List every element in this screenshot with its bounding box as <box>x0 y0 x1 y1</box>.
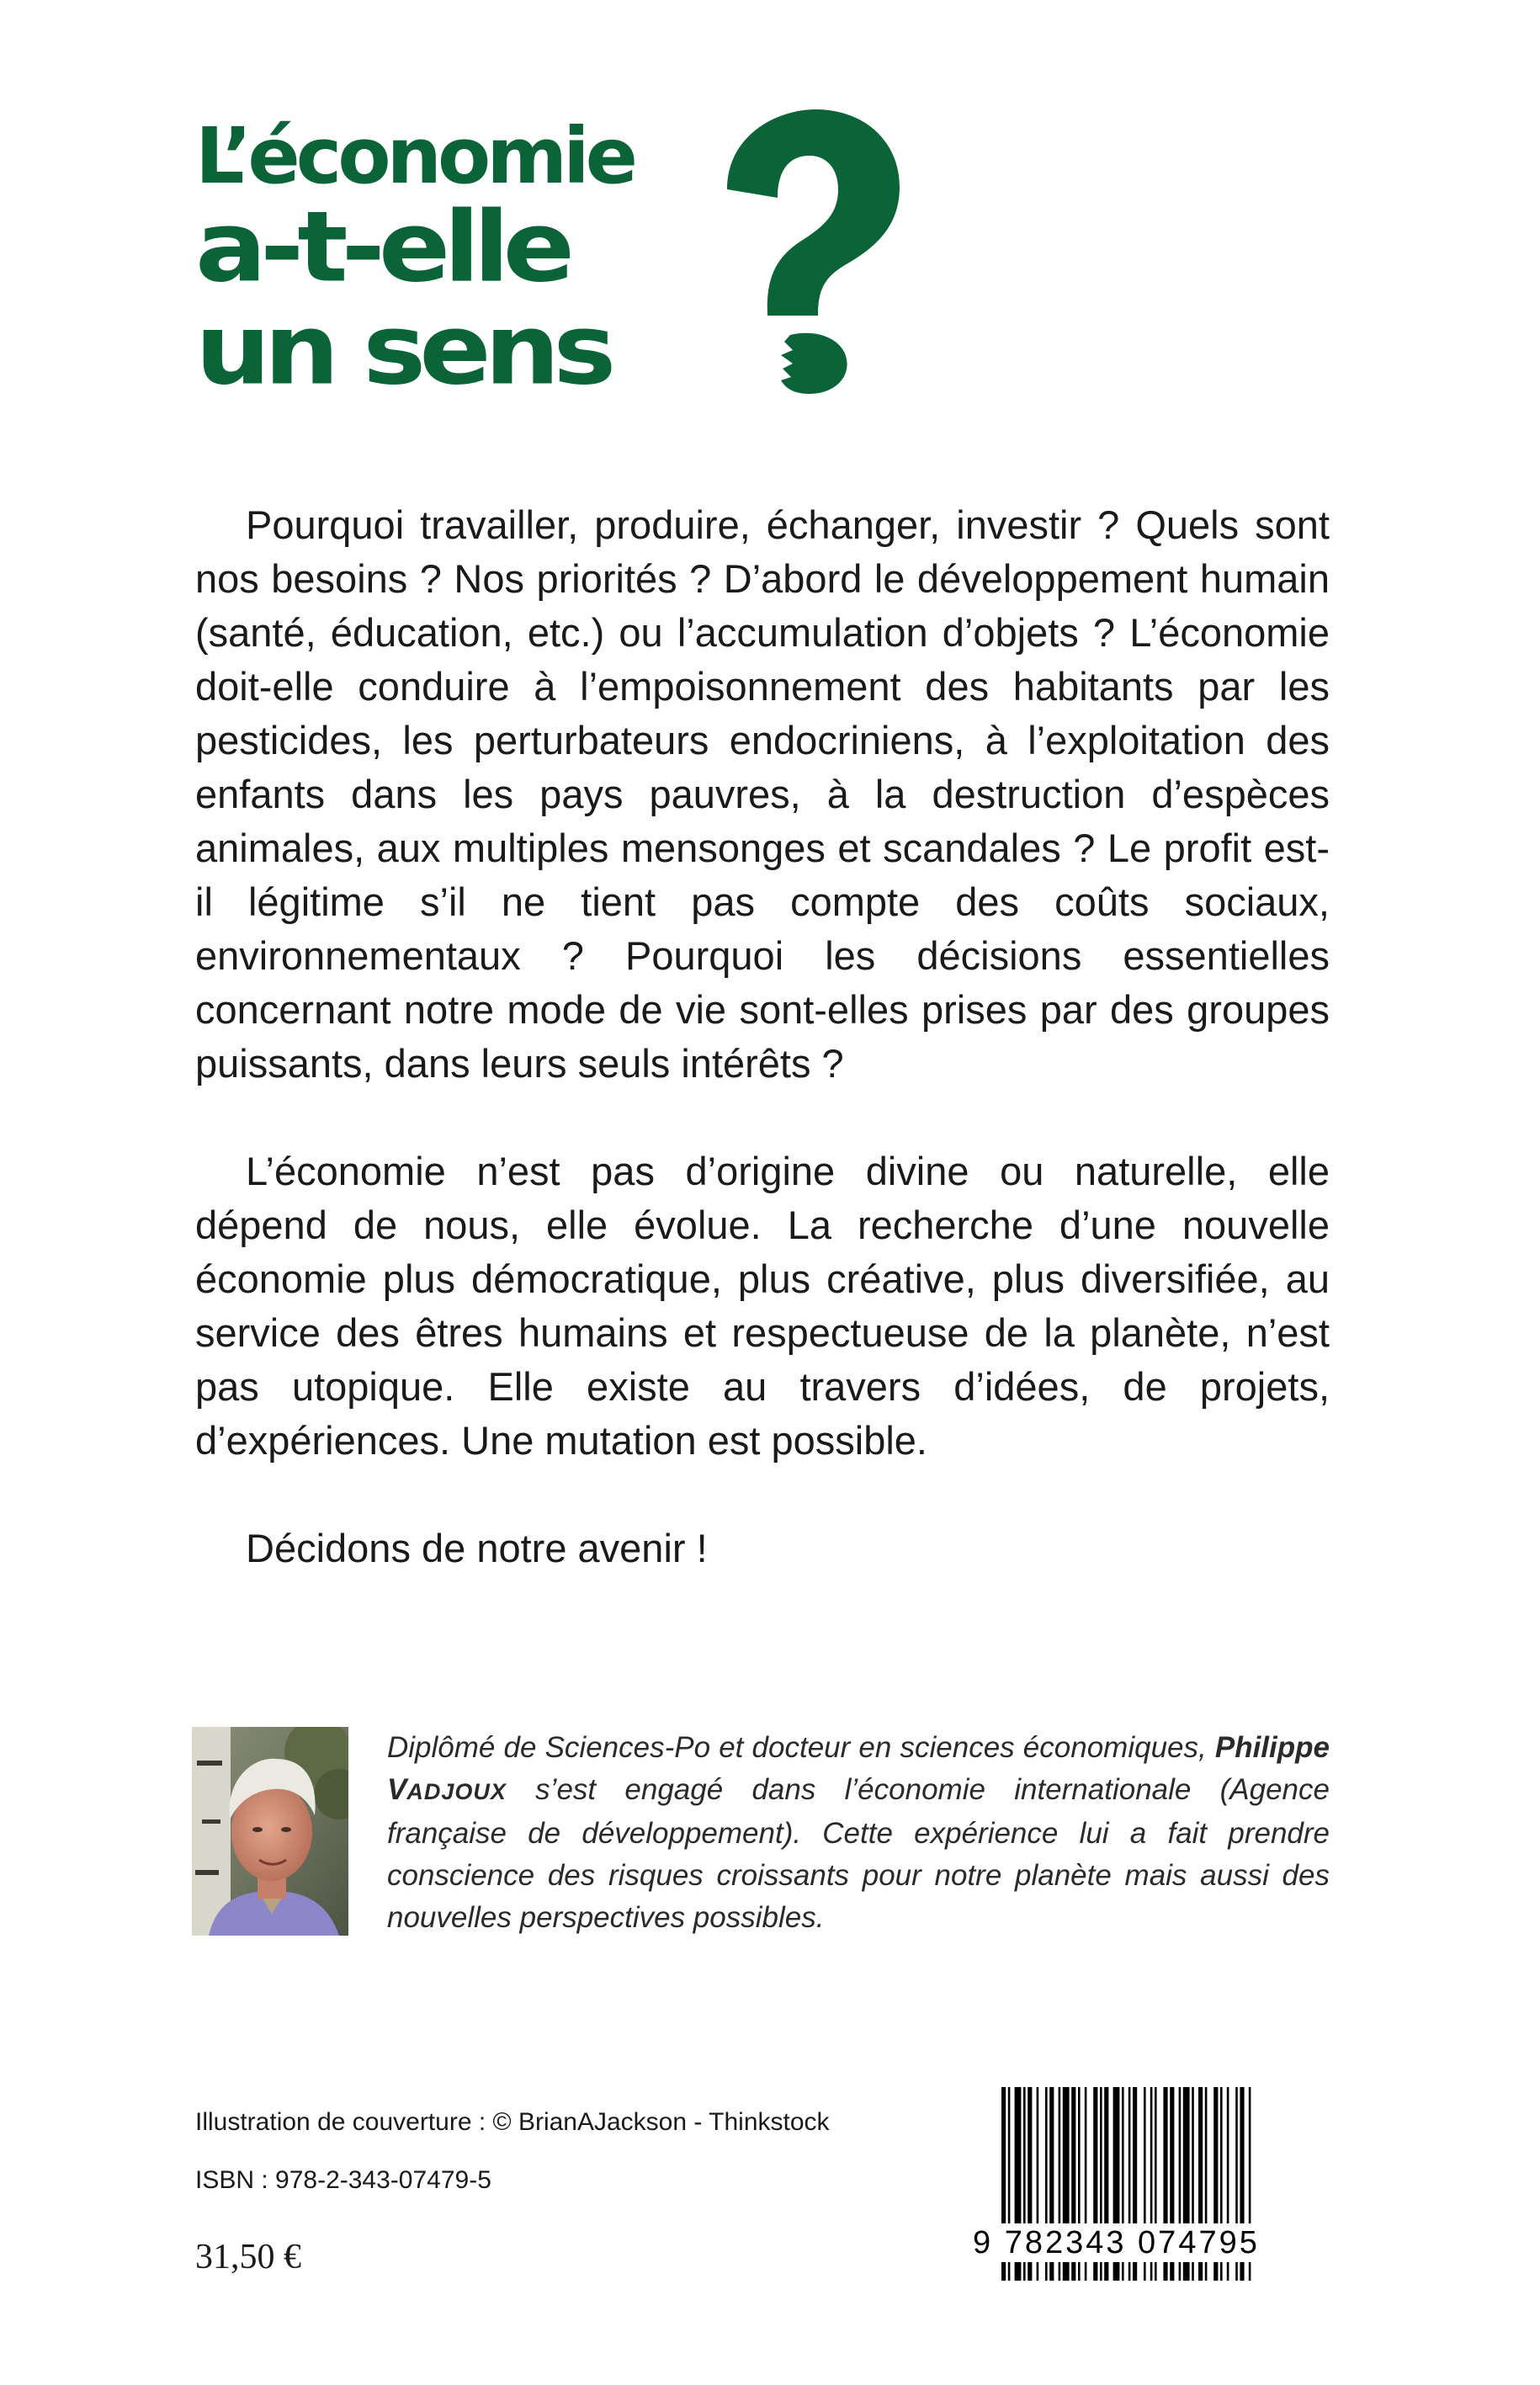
author-bio-intro: Diplômé de Sciences-Po et docteur en sciences économiques, <box>387 1731 1207 1764</box>
blurb-closing-line: Décidons de notre avenir ! <box>246 1526 708 1570</box>
question-mark-graphic <box>710 109 904 396</box>
isbn: ISBN : 978-2-343-07479-5 <box>195 2166 491 2194</box>
author-photo <box>192 1727 348 1936</box>
blurb-paragraph-2: L’économie n’est pas d’origine divine ou naturelle, elle dépend de nous, elle évolue. La recherche d’une nouvelle économie plus démocratique, plus créative, plus diversifiée, au service des êtres humains et respectueuse de la planète, n’est pas utopique. Elle existe au travers d’idées, de projets, d’expériences. Une mutation est possible. <box>195 1149 1330 1463</box>
title-line-2: a-t-elle <box>195 189 569 305</box>
author-bio <box>387 1727 1330 1939</box>
blurb-paragraph-1: Pourquoi travailler, produire, échanger, investir ? Quels sont nos besoins ? Nos priorités ? D’abord le développement humain (santé, éducation, etc.) ou l’accumulation d’objets ? L’économie doit-elle conduire à l’empoisonnement des habitants par les pesticides, les perturbateurs endocriniens, à l’exploitation des enfants dans les pays pauvres, à la destruction d’espèces animales, aux multiples mensonges et scandales ? Le profit est-il légitime s’il ne tient pas compte des coûts sociaux, environnementaux ? Pourquoi les décisions essentielles concernant notre mode de vie sont-elles prises par des groupes puissants, dans leurs seuls intérêts ? <box>195 502 1330 1086</box>
author-last-name-rest: ADJOUX <box>406 1779 507 1804</box>
author-first-name: Philippe <box>1214 1731 1330 1764</box>
title-line-1: L’économie <box>195 111 635 201</box>
book-title <box>195 111 911 407</box>
author-portrait-image <box>192 1727 348 1936</box>
author-last-name-initial: V <box>387 1773 407 1806</box>
title-line-3: un sens <box>195 292 610 407</box>
barcode-number: 9 782343 074795 <box>973 2223 1335 2262</box>
back-cover-blurb <box>195 498 1330 1629</box>
price: 31,50 € <box>195 2238 301 2276</box>
author-bio-rest: s’est engagé dans l’économie internationale (Agence française de développement). Cette expérience lui a fait prendre conscience des risques croissants pour notre planète mais aussi des nouvelles perspectives possibles. <box>387 1773 1330 1934</box>
cover-illustration-credit: Illustration de couverture : © BrianAJackson - Thinkstock <box>195 2108 830 2136</box>
